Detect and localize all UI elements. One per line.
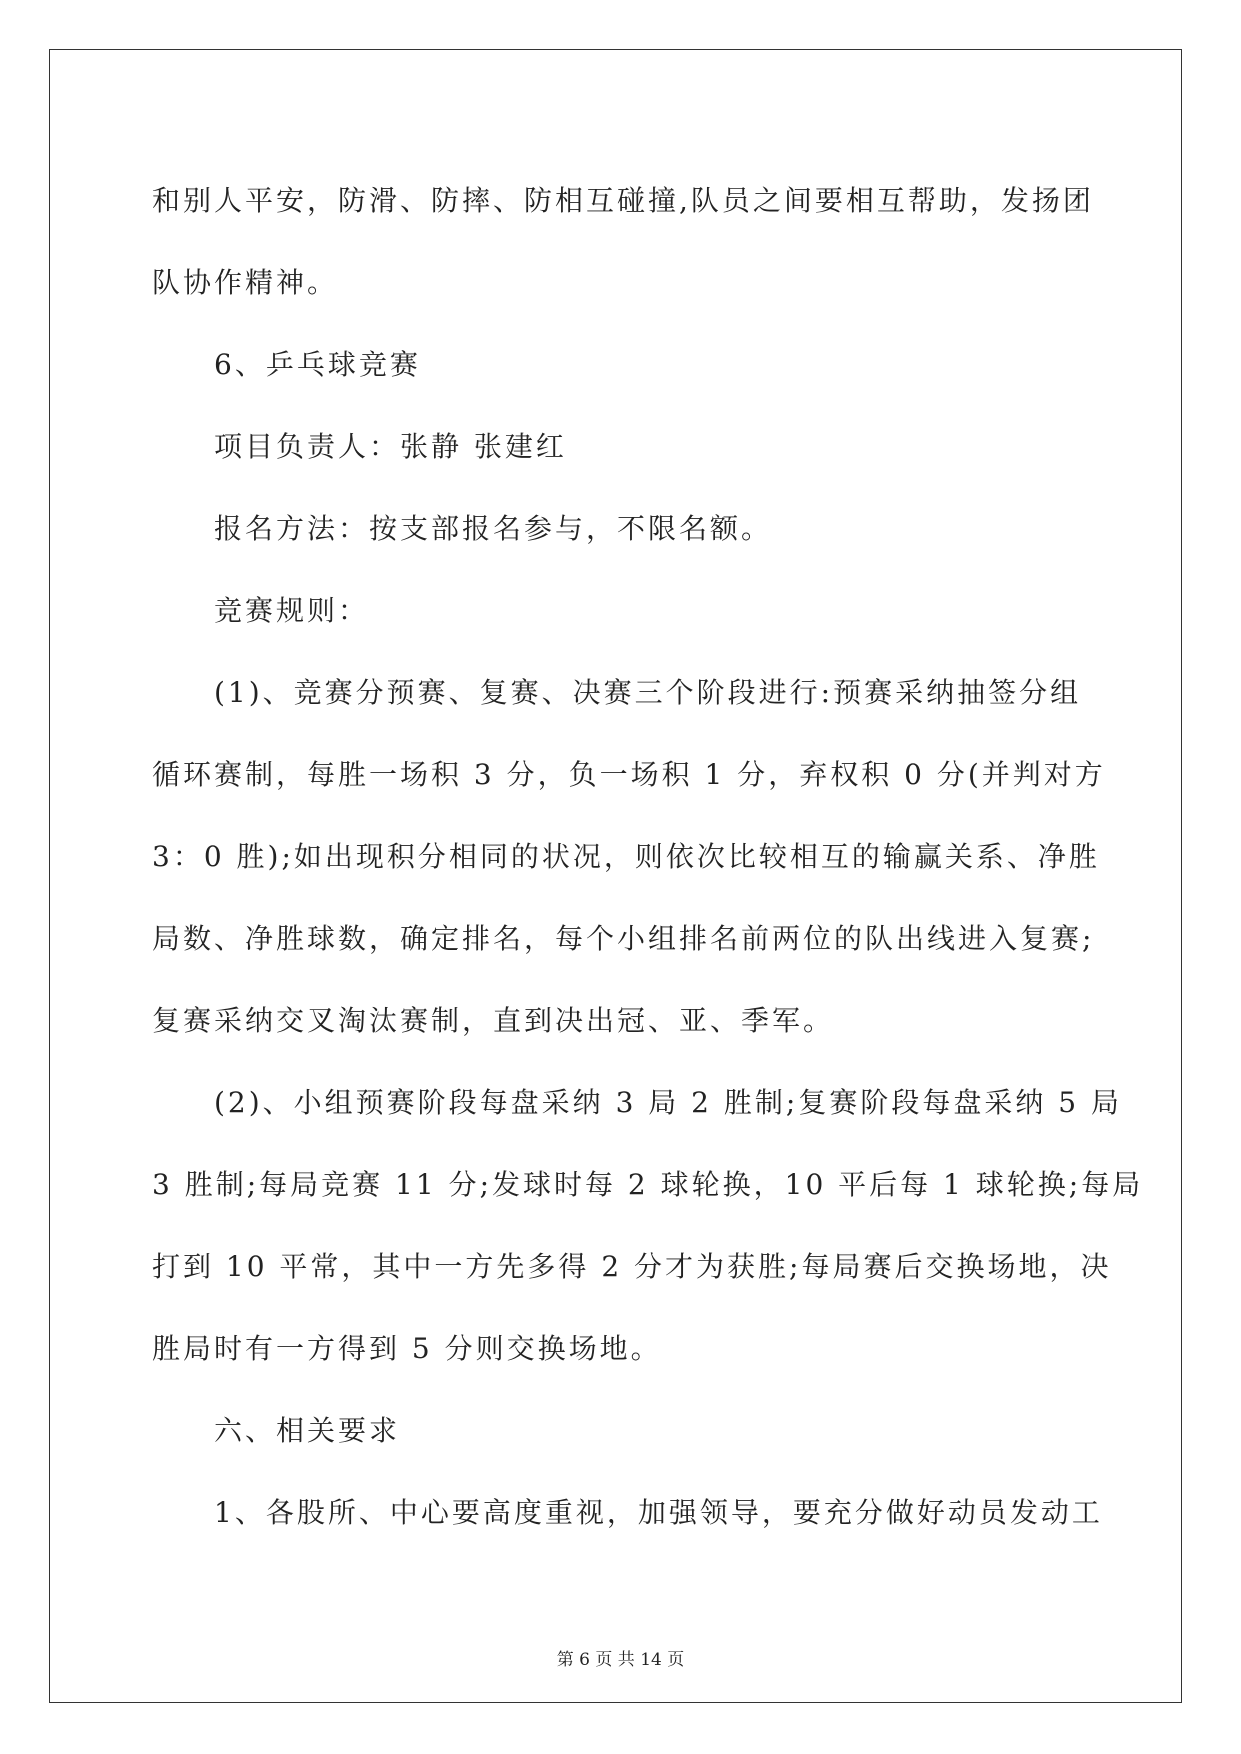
- text-line: 3：0 胜);如出现积分相同的状况，则依次比较相互的输赢关系、净胜: [152, 840, 1100, 873]
- text-line: 报名方法：按支部报名参与，不限名额。: [214, 512, 773, 545]
- text-line: 循环赛制，每胜一场积 3 分，负一场积 1 分，弃权积 0 分(并判对方: [152, 758, 1106, 791]
- text-line: 和别人平安，防滑、防摔、防相互碰撞,队员之间要相互帮助，发扬团: [152, 184, 1094, 217]
- text-line: 局数、净胜球数，确定排名，每个小组排名前两位的队出线进入复赛;: [152, 922, 1095, 955]
- text-line: 复赛采纳交叉淘汰赛制，直到决出冠、亚、季军。: [152, 1004, 835, 1037]
- document-body: [152, 160, 1144, 1554]
- text-line: 项目负责人：张静 张建红: [214, 430, 567, 463]
- text-line: 1、各股所、中心要高度重视，加强领导，要充分做好动员发动工: [214, 1496, 1103, 1529]
- text-line: 胜局时有一方得到 5 分则交换场地。: [152, 1332, 662, 1365]
- page-footer: 第 6 页 共 14 页: [556, 1650, 685, 1670]
- text-line: 队协作精神。: [152, 266, 339, 299]
- text-line: (2)、小组预赛阶段每盘采纳 3 局 2 胜制;复赛阶段每盘采纳 5 局: [214, 1086, 1122, 1119]
- text-line: (1)、竞赛分预赛、复赛、决赛三个阶段进行:预赛采纳抽签分组: [214, 676, 1082, 709]
- text-line: 竞赛规则：: [214, 594, 370, 627]
- text-line: 6、乒乓球竞赛: [214, 348, 421, 381]
- text-line: 打到 10 平常，其中一方先多得 2 分才为获胜;每局赛后交换场地，决: [152, 1250, 1112, 1283]
- text-line: 3 胜制;每局竞赛 11 分;发球时每 2 球轮换，10 平后每 1 球轮换;每局: [152, 1168, 1144, 1201]
- text-line: 六、相关要求: [214, 1414, 401, 1447]
